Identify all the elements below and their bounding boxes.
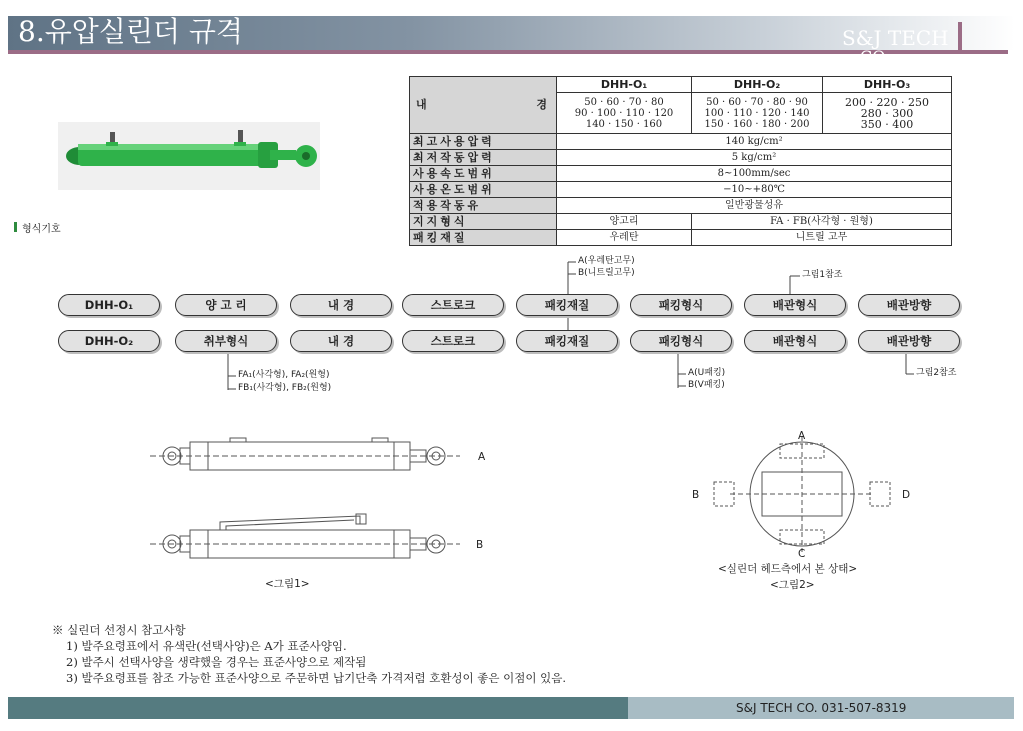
pill-bore: 내 경	[290, 330, 392, 352]
spec-row-label: 최고사용압력	[410, 134, 557, 150]
remarks-item: 3) 발주요령표를 참조 가능한 표준사양으로 주문하면 납기단축 가격저렴 호환성이 좋은 이점이 있음.	[66, 671, 567, 685]
pill-mount: 양 고 리	[175, 294, 277, 316]
spec-row-value: 5 kg/cm²	[557, 150, 952, 166]
spec-row-value: −10~+80℃	[557, 182, 952, 198]
spec-row-value: 8~100mm/sec	[557, 166, 952, 182]
note-packing-material-b: B(니트릴고무)	[578, 268, 635, 278]
note-packing-material-a: A(우레탄고무)	[578, 256, 635, 266]
figure-1-drawing	[150, 432, 470, 572]
type-code-label: 형식기호	[22, 224, 61, 235]
mount-label: 지지형식	[410, 214, 557, 230]
spec-row-value: 140 kg/cm²	[557, 134, 952, 150]
model-header: DHH-O₂	[692, 77, 823, 93]
model-header: DHH-O₁	[557, 77, 692, 93]
bore-values: 200 · 220 · 250 280 · 300 350 · 400	[823, 93, 952, 134]
packing-label: 패킹재질	[410, 230, 557, 246]
pill-stroke: 스트로크	[402, 294, 504, 316]
pill-packing-type: 패킹형식	[630, 294, 732, 316]
figure-2-label-a: A	[798, 430, 806, 442]
spec-row-label: 사용온도범위	[410, 182, 557, 198]
pill-port-direction: 배관방향	[858, 294, 960, 316]
remarks-title: ※ 실린더 선정시 참고사항	[52, 623, 186, 637]
figure-2-label-d: D	[902, 489, 911, 501]
bore-label: 내 경	[410, 77, 557, 134]
packing-value: 니트릴 고무	[692, 230, 952, 246]
pill-port-direction: 배관방향	[858, 330, 960, 352]
pill-mount: 취부형식	[175, 330, 277, 352]
figure-1-caption: <그림1>	[265, 578, 310, 590]
pill-port-type: 배관형식	[744, 330, 846, 352]
note-mount-fb: FB₁(사각형), FB₂(원형)	[238, 383, 332, 393]
mount-value: FA · FB(사각형 · 원형)	[692, 214, 952, 230]
spec-row-label: 사용속도범위	[410, 166, 557, 182]
note-packing-type-b: B(V패킹)	[688, 380, 725, 390]
figure-2-label-b: B	[692, 489, 700, 501]
note-fig2-ref: 그림2참조	[916, 368, 957, 378]
pill-packing-material: 패킹재질	[516, 330, 618, 352]
pill-model: DHH-O₂	[58, 330, 160, 352]
remarks-item: 1) 발주요령표에서 유색란(선택사양)은 A가 표준사양임.	[66, 639, 347, 653]
figure-2-caption: <그림2>	[770, 579, 815, 591]
pill-model: DHH-O₁	[58, 294, 160, 316]
figure-1-label-b: B	[476, 539, 484, 551]
remarks-item: 2) 발주시 선택사양을 생략했을 경우는 표준사양으로 제작됨	[66, 655, 367, 669]
footer-contact: S&J TECH CO. 031-507-8319	[736, 701, 907, 715]
pill-packing-type: 패킹형식	[630, 330, 732, 352]
pill-stroke: 스트로크	[402, 330, 504, 352]
pill-port-type: 배관형식	[744, 294, 846, 316]
company-name: S&J TECH	[842, 26, 949, 50]
spec-row-label: 적용작동유	[410, 198, 557, 214]
page-title: 8.유압실린더 규격	[18, 15, 243, 48]
note-packing-type-a: A(U패킹)	[688, 368, 726, 378]
note-mount-fa: FA₁(사각형), FA₂(원형)	[238, 370, 330, 380]
bore-values: 50 · 60 · 70 · 80 · 90 100 · 110 · 120 · 140 150 · 160 · 180 · 200	[692, 93, 823, 134]
spec-row-label: 최저작동압력	[410, 150, 557, 166]
bore-values: 50 · 60 · 70 · 80 90 · 100 · 110 · 120 140 · 150 · 160	[557, 93, 692, 134]
company-name-tail: CO.	[860, 47, 890, 66]
note-fig1-ref: 그림1참조	[802, 270, 843, 280]
figure-2-caption-view: <실린더 헤드측에서 본 상태>	[718, 563, 858, 575]
model-header: DHH-O₃	[823, 77, 952, 93]
mount-value: 양고리	[557, 214, 692, 230]
figure-2-drawing	[700, 430, 910, 560]
pill-bore: 내 경	[290, 294, 392, 316]
spec-row-value: 일반광물성유	[557, 198, 952, 214]
figure-2-label-c: C	[798, 548, 806, 560]
figure-1-label-a: A	[478, 451, 486, 463]
packing-value: 우레탄	[557, 230, 692, 246]
footer-bar-dark	[8, 697, 628, 719]
pill-packing-material: 패킹재질	[516, 294, 618, 316]
